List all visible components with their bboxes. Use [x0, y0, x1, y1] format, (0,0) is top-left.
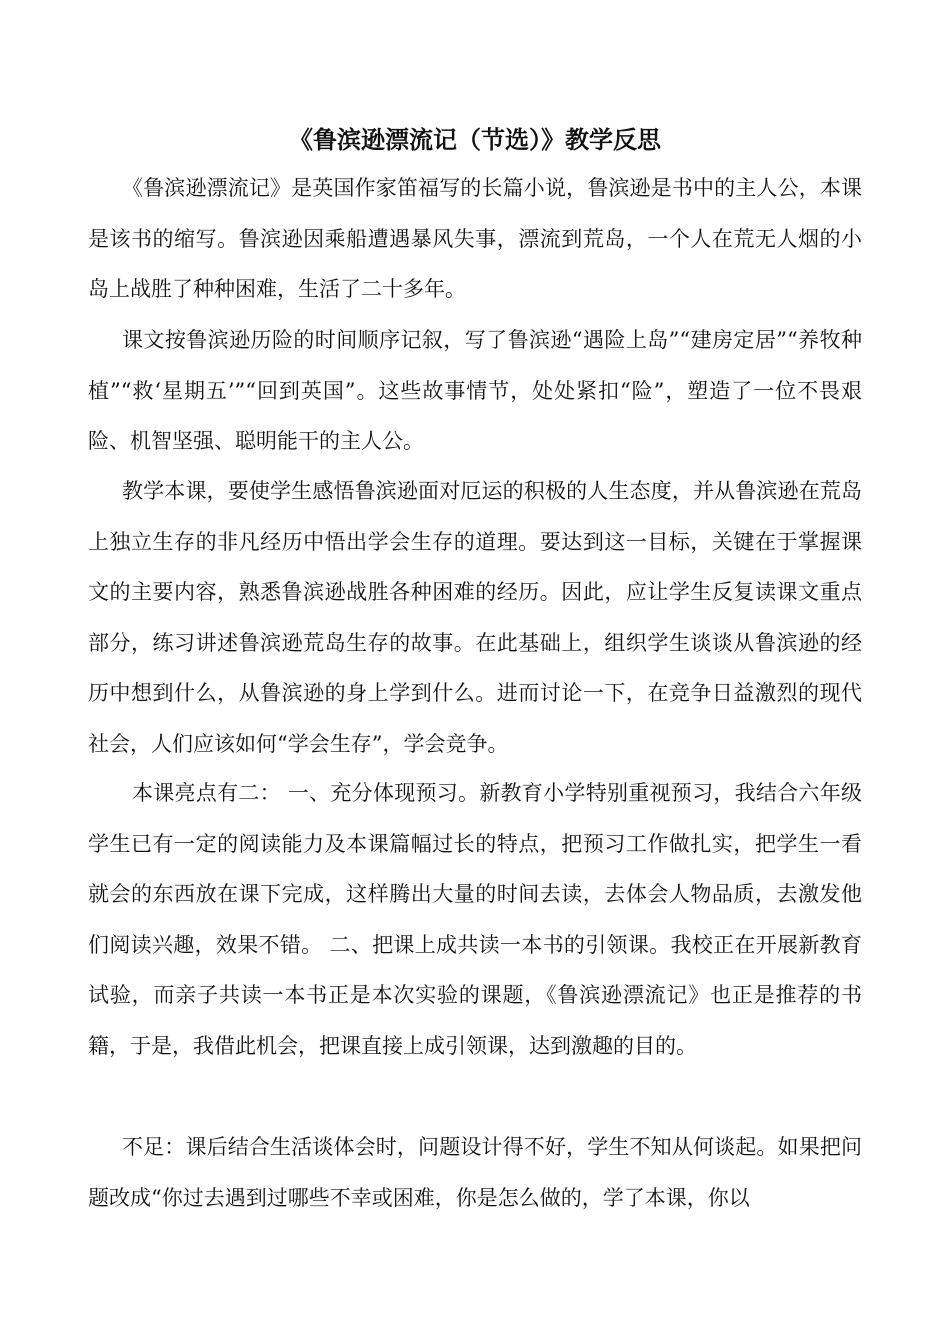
- paragraph-plot-summary: 课文按鲁滨逊历险的时间顺序记叙，写了鲁滨逊“遇险上岛”“建房定居”“养牧种植”“救‘星期五’”“回到英国”。这些故事情节，处处紧扣“险”，塑造了一位不畏艰险、机智坚强、聪明能干的主人公。: [88, 328, 862, 454]
- paragraph-teaching-goals: 教学本课，要使学生感悟鲁滨逊面对厄运的积极的人生态度，并从鲁滨逊在荒岛上独立生存的非凡经历中悟出学会生存的道理。要达到这一目标，关键在于掌握课文的主要内容，熟悉鲁滨逊战胜各种困难的经历。因此，应让学生反复读课文重点部分，练习讲述鲁滨逊荒岛生存的故事。在此基础上，组织学生谈谈从鲁滨逊的经历中想到什么，从鲁滨逊的身上学到什么。进而讨论一下，在竞争日益激烈的现代社会，人们应该如何“学会生存”，学会竞争。: [88, 479, 862, 756]
- document-title: 《鲁滨逊漂流记（节选）》教学反思: [289, 125, 661, 154]
- paragraph-highlights: 本课亮点有二： 一、充分体现预习。新教育小学特别重视预习，我结合六年级学生已有一定的阅读能力及本课篇幅过长的特点，把预习工作做扎实，把学生一看就会的东西放在课下完成，这样腾出大量的时间去读，去体会人物品质，去激发他们阅读兴趣，效果不错。 二、把课上成共读一本书的引领课。我校正在开展新教育试验，而亲子共读一本书正是本次实验的课题，《鲁滨逊漂流记》也正是推荐的书籍，于是，我借此机会，把课直接上成引领课，达到激趣的目的。: [88, 781, 862, 1058]
- paragraph-shortcomings: 不足：课后结合生活谈体会时，问题设计得不好，学生不知从何谈起。如果把问题改成“你过去遇到过哪些不幸或困难，你是怎么做的，学了本课，你以: [88, 1135, 862, 1210]
- paragraph-introduction: 《鲁滨逊漂流记》是英国作家笛福写的长篇小说，鲁滨逊是书中的主人公，本课是该书的缩写。鲁滨逊因乘船遭遇暴风失事，漂流到荒岛，一个人在荒无人烟的小岛上战胜了种种困难，生活了二十多年。: [88, 176, 862, 302]
